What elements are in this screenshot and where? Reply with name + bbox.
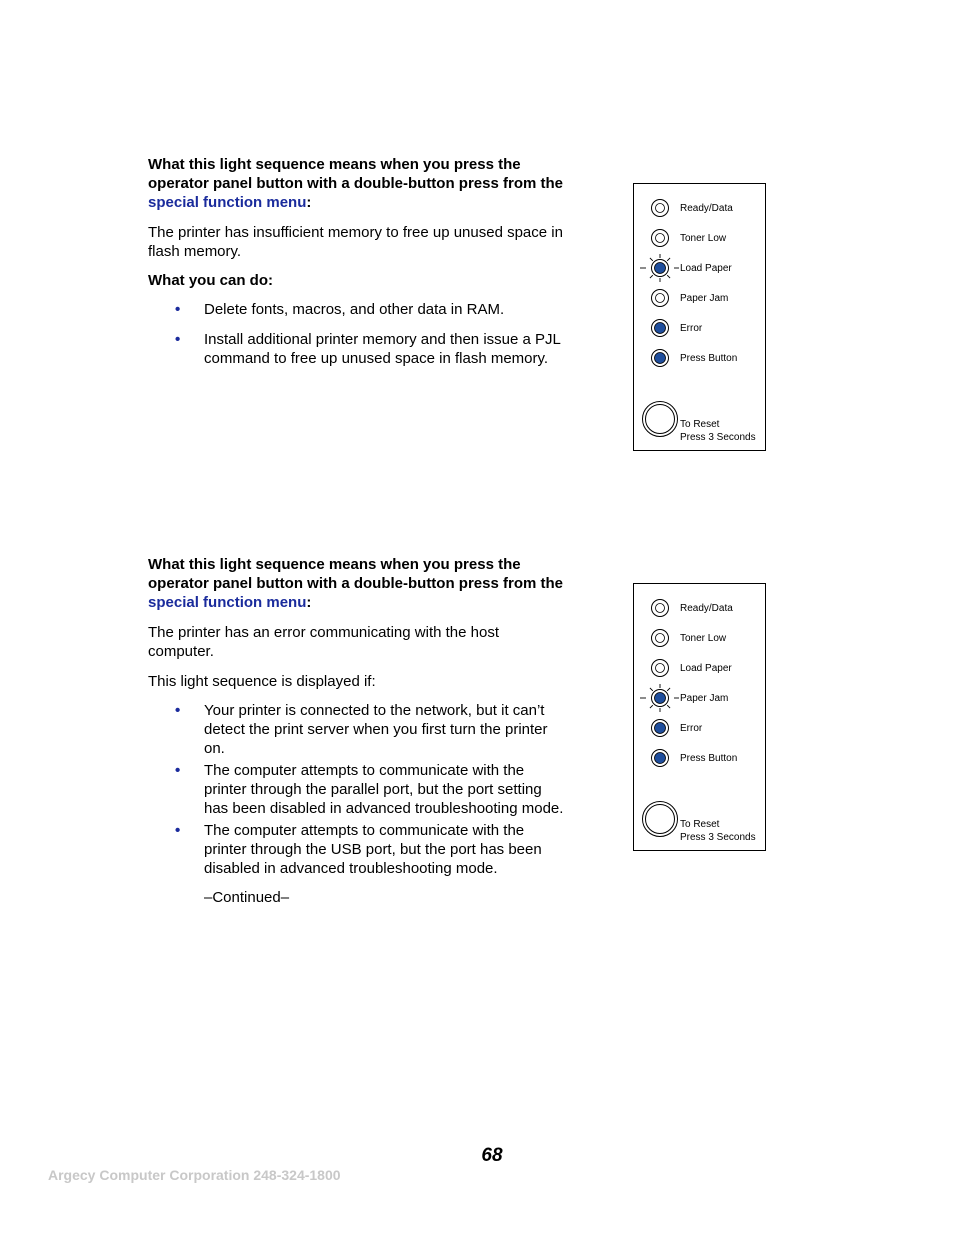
continued-note: –Continued– xyxy=(204,889,290,906)
operator-panel-diagram xyxy=(633,583,766,851)
list-item-text: The computer attempts to communicate with the printer through the parallel port, but the port setting has been disabled in advanced troubleshooting mode. xyxy=(204,762,564,817)
light-label: Press Button xyxy=(680,353,738,364)
section-description: The printer has an error communicating with the host computer. xyxy=(148,624,499,660)
light-off-icon xyxy=(652,230,669,247)
reset-button-icon xyxy=(643,802,678,837)
section-subheading: This light sequence is displayed if: xyxy=(148,673,376,690)
special-function-menu-link[interactable]: special function menu xyxy=(148,594,307,611)
bullet-icon: • xyxy=(175,822,181,839)
reset-instruction-line1: To Reset xyxy=(680,419,720,430)
light-off-icon xyxy=(652,630,669,647)
bullet-icon: • xyxy=(175,702,181,719)
reset-button-icon xyxy=(643,402,678,437)
list-item xyxy=(148,300,568,319)
light-off-icon xyxy=(652,200,669,217)
light-off-icon xyxy=(652,600,669,617)
list-item-text: Install additional printer memory and then issue a PJL command to free up unused space in flash memory. xyxy=(204,331,561,367)
list-item-text: Delete fonts, macros, and other data in RAM. xyxy=(204,301,505,318)
light-on-icon xyxy=(652,720,669,737)
light-label: Toner Low xyxy=(680,233,727,244)
light-label: Press Button xyxy=(680,753,738,764)
light-label: Paper Jam xyxy=(680,693,729,704)
list-item-text: The computer attempts to communicate with the printer through the USB port, but the port has been disabled in advanced troubleshooting mode. xyxy=(204,822,542,877)
reset-instruction-line1: To Reset xyxy=(680,819,720,830)
section-description: The printer has insufficient memory to free up unused space in flash memory. xyxy=(148,224,563,260)
footer-company: Argecy Computer Corporation 248-324-1800 xyxy=(48,1167,341,1183)
light-blinking-icon xyxy=(640,254,679,282)
light-label: Ready/Data xyxy=(680,203,733,214)
reset-instruction-line2: Press 3 Seconds xyxy=(680,432,756,443)
light-label: Error xyxy=(680,323,703,334)
operator-panel-diagram xyxy=(633,183,766,451)
light-on-icon xyxy=(652,320,669,337)
list-item xyxy=(148,761,568,818)
heading-colon: : xyxy=(306,594,312,611)
section-host-communication-error xyxy=(148,555,568,907)
light-label: Load Paper xyxy=(680,663,732,674)
bullet-list xyxy=(148,701,568,878)
page-number: 68 xyxy=(481,1145,503,1166)
reset-instruction-line2: Press 3 Seconds xyxy=(680,832,756,843)
section-insufficient-memory xyxy=(148,155,568,368)
bullet-list xyxy=(148,300,568,368)
bullet-icon: • xyxy=(175,762,181,779)
section-subheading: What you can do: xyxy=(148,272,273,289)
light-on-icon xyxy=(652,350,669,367)
heading-colon: : xyxy=(306,194,312,211)
list-item-text: Your printer is connected to the network, but it can’t detect the print server when you first turn the printer on. xyxy=(204,702,548,757)
bullet-icon: • xyxy=(175,331,181,348)
light-off-icon xyxy=(652,290,669,307)
light-off-icon xyxy=(652,660,669,677)
light-label: Error xyxy=(680,723,703,734)
special-function-menu-link[interactable]: special function menu xyxy=(148,194,307,211)
bullet-icon: • xyxy=(175,301,181,318)
panel-lights-graphic xyxy=(634,584,767,852)
section-heading xyxy=(148,555,568,612)
list-item xyxy=(148,701,568,758)
panel-lights-graphic xyxy=(634,184,767,452)
light-on-icon xyxy=(652,750,669,767)
heading-text: What this light sequence means when you press the operator panel button with a double-button press from the xyxy=(148,156,563,192)
light-label: Ready/Data xyxy=(680,603,733,614)
list-item xyxy=(148,821,568,878)
light-label: Toner Low xyxy=(680,633,727,644)
heading-text: What this light sequence means when you press the operator panel button with a double-button press from the xyxy=(148,556,563,592)
light-label: Load Paper xyxy=(680,263,732,274)
section-heading xyxy=(148,155,568,212)
light-label: Paper Jam xyxy=(680,293,729,304)
list-item xyxy=(148,330,568,368)
light-blinking-icon xyxy=(640,684,679,712)
